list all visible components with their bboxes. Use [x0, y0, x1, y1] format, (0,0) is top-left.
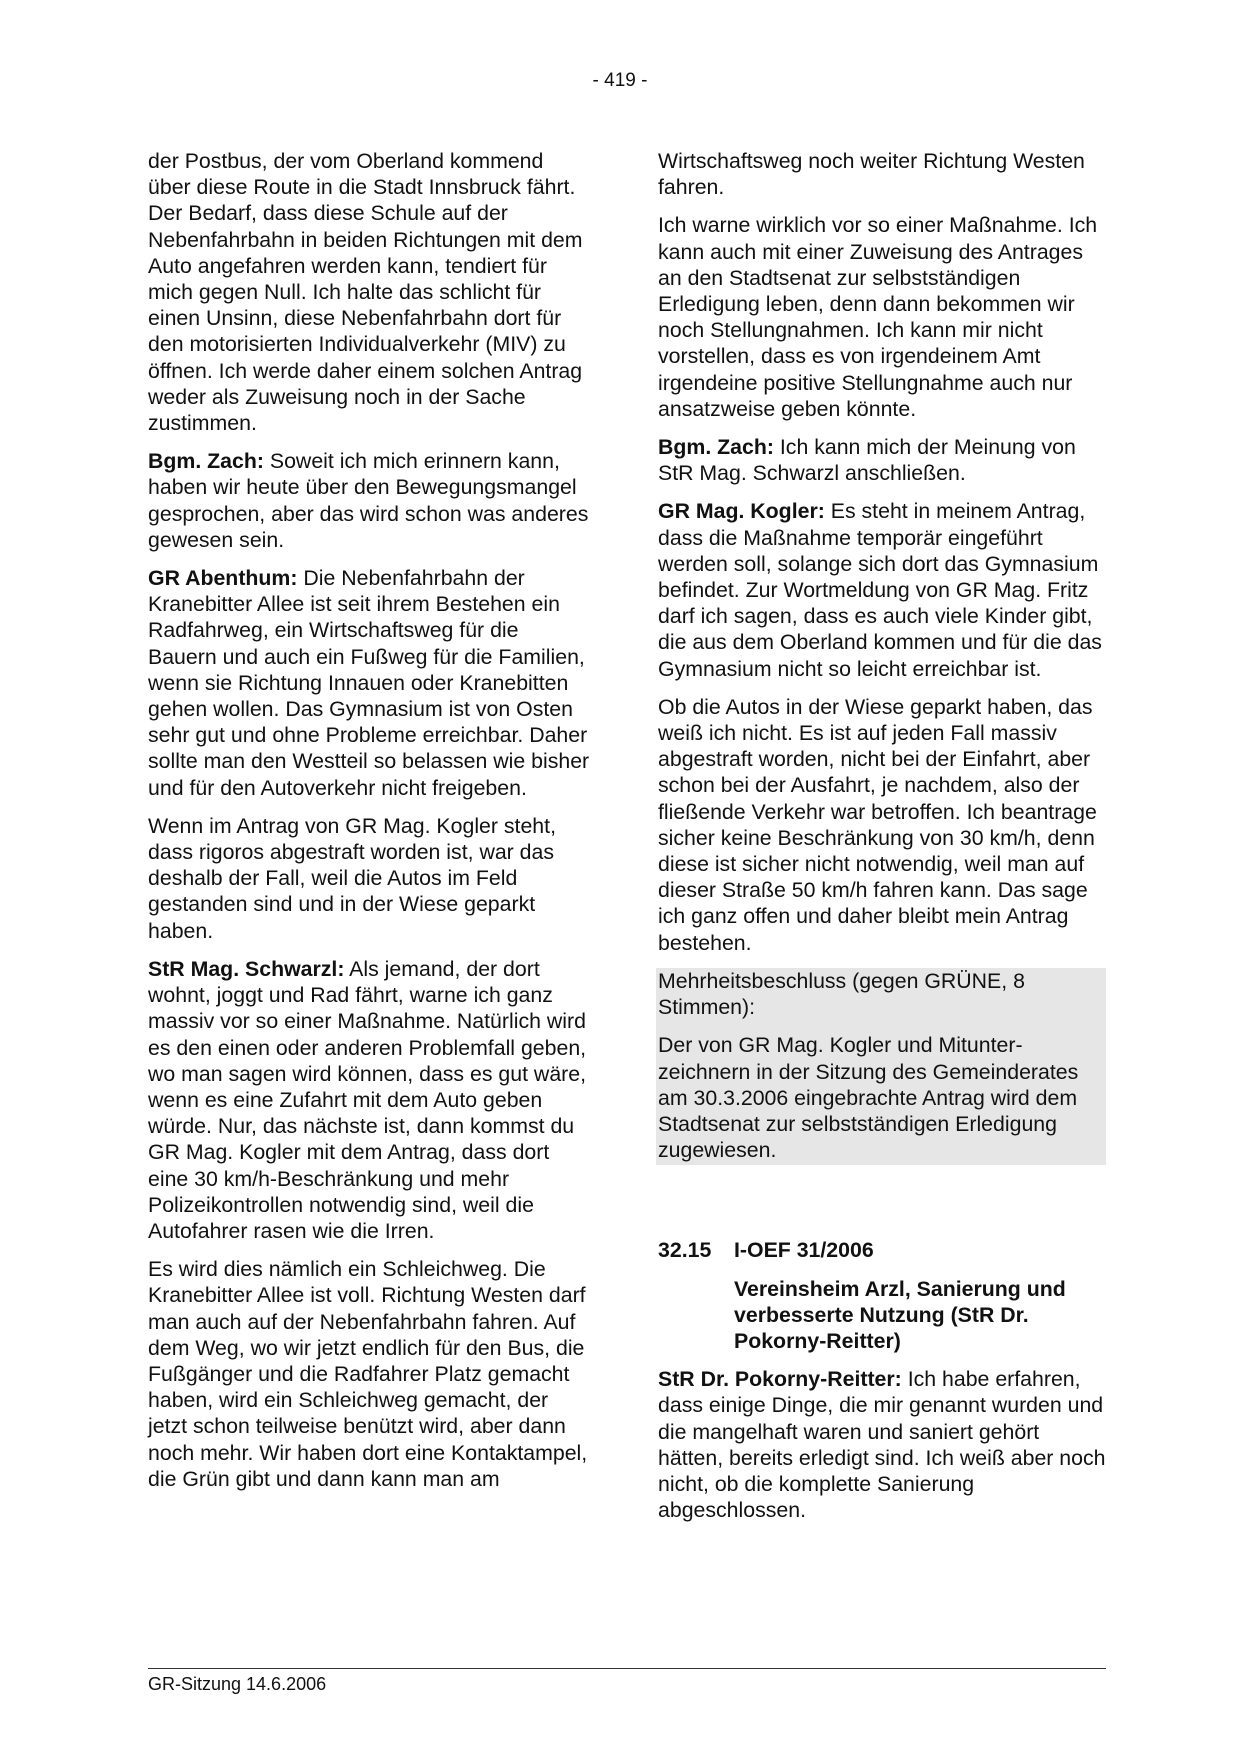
paragraph-text: Wirtschaftsweg noch weiter Richtung Westen fahren. — [658, 149, 1085, 200]
paragraph-text: Es wird dies nämlich ein Schleichweg. Die Kranebitter Allee ist voll. Richtung Westen darf man auch auf der Nebenfahrbahn fahren. Auf dem Weg, wo wir jetzt endlich für den Bus, die Fußgänger und die Radfahrer Platz gemacht haben, wird ein Schleichweg gemacht, der jetzt schon teilweise benützt wird, aber dann noch mehr. Wir haben dort eine Kontaktampel, die Grün gibt und dann kann man am — [148, 1257, 588, 1491]
resolution-vote: Mehrheitsbeschluss (gegen GRÜNE, 8 Stimmen): — [658, 968, 1025, 1020]
paragraph-text: Wenn im Antrag von GR Mag. Kogler steht, dass rigoros abgestraft worden ist, war das deshalb der Fall, weil die Autos im Feld gestanden sind und in der Wiese geparkt haben. — [148, 813, 556, 943]
speaker-label: StR Dr. Pokorny-Reitter: — [658, 1367, 902, 1392]
speaker-label: Bgm. Zach: — [148, 449, 264, 474]
paragraph — [658, 498, 1106, 681]
agenda-item-code: I-OEF 31/2006 — [734, 1238, 874, 1263]
speaker-label: GR Abenthum: — [148, 566, 298, 591]
footer-divider — [148, 1668, 1106, 1669]
paragraph-text: Soweit ich mich erinnern kann, haben wir heute über den Bewegungsmangel gesprochen, aber das wird schon was anderes gewesen sein. — [148, 449, 589, 552]
resolution-box — [656, 968, 1106, 1165]
footer-text: GR-Sitzung 14.6.2006 — [148, 1674, 327, 1694]
left-column — [148, 148, 590, 1504]
paragraph — [148, 448, 590, 553]
paragraph — [148, 813, 590, 944]
paragraph — [148, 565, 590, 801]
paragraph-text: Als jemand, der dort wohnt, joggt und Rad fährt, warne ich ganz massiv vor so einer Maßnahme. Natürlich wird es den einen oder anderen Problemfall geben, wo man sagen wird können, dass es gut wäre, wenn es eine Zufahrt mit dem Auto geben würde. Nur, das nächste ist, dann kommst du GR Mag. Kogler mit dem Antrag, dass dort eine 30 km/h-Beschränkung und mehr Polizeikontrollen notwendig sind, weil die Autofahrer rasen wie die Irren. — [148, 956, 587, 1243]
right-column — [658, 148, 1106, 1535]
resolution-text: Der von GR Mag. Kogler und Mitunterzeichnern in der Sitzung des Gemeinderates am 30.3.2006 eingebrachte Antrag wird dem Stadtsenat zur selbstständigen Erledigung zugewiesen. — [658, 1033, 1079, 1163]
paragraph-text: der Postbus, der vom Oberland kommend über diese Route in die Stadt Innsbruck fährt. Der Bedarf, dass diese Schule auf der Nebenfahrbahn in beiden Richtungen mit dem Auto angefahren werden kann, tendiert für mich gegen Null. Ich halte das schlicht für einen Unsinn, diese Nebenfahrbahn dort für den motorisierten Individualverkehr (MIV) zu öffnen. Ich werde daher einem solchen Antrag weder als Zuweisung noch in der Sache zustimmen. — [148, 149, 583, 436]
paragraph-text: Es steht in meinem Antrag, dass die Maßnahme temporär eingeführt werden soll, solange sich dort das Gymnasium befindet. Zur Wortmeldung von GR Mag. Fritz darf ich sagen, dass es auch viele Kinder gibt, die aus dem Oberland kommen und für die das Gymnasium nicht so leicht erreichbar ist. — [658, 499, 1102, 681]
speaker-label: GR Mag. Kogler: — [658, 499, 825, 524]
agenda-item-title: Vereinsheim Arzl, Sanierung und verbesserte Nutzung (StR Dr. Pokorny-Reitter) — [734, 1276, 1066, 1353]
page-number: - 419 - — [592, 70, 648, 91]
agenda-item-number: 32.15 — [658, 1238, 712, 1263]
paragraph — [658, 434, 1106, 486]
paragraph — [658, 212, 1106, 422]
paragraph-text: Ich kann mich der Meinung von StR Mag. Schwarzl anschließen. — [658, 435, 1076, 486]
paragraph-text: Ob die Autos in der Wiese geparkt haben, das weiß ich nicht. Es ist auf jeden Fall massiv abgestraft worden, nicht bei der Einfahrt, aber schon bei der Ausfahrt, je nachdem, also der fließende Verkehr war betroffen. Ich beantrage sicher keine Beschränkung von 30 km/h, denn diese ist sicher nicht notwendig, weil man auf dieser Straße 50 km/h fahren kann. Das sage ich ganz offen und daher bleibt mein Antrag bestehen. — [658, 694, 1097, 955]
agenda-item — [658, 1237, 1106, 1354]
speaker-label: StR Mag. Schwarzl: — [148, 956, 345, 981]
paragraph — [148, 148, 590, 436]
paragraph-text: Ich warne wirklich vor so einer Maßnahme. Ich kann auch mit einer Zuweisung des Antrages an den Stadtsenat zur selbstständigen Erledigung leben, denn dann bekommen wir noch Stellungnahmen. Ich kann mir nicht vorstellen, dass es von irgendeinem Amt irgendeine positive Stellungnahme auch nur ansatzweise geben könnte. — [658, 213, 1098, 421]
paragraph — [148, 1256, 590, 1492]
paragraph — [658, 694, 1106, 956]
paragraph-text: Ich habe erfahren, dass einige Dinge, die mir genannt wurden und die mangelhaft waren und saniert gehört hätten, bereits erledigt sind. Ich weiß aber noch nicht, ob die komplette Sanierung abgeschlossen. — [658, 1367, 1106, 1523]
paragraph — [658, 148, 1106, 200]
speaker-label: Bgm. Zach: — [658, 435, 774, 460]
paragraph — [658, 1366, 1106, 1523]
paragraph — [148, 956, 590, 1244]
paragraph-text: Die Nebenfahrbahn der Kranebitter Allee ist seit ihrem Bestehen ein Radfahrweg, ein Wirtschaftsweg für die Bauern und auch ein Fußweg für die Familien, wenn sie Richtung Innauen oder Kranebitten gehen wollen. Das Gymnasium ist von Osten sehr gut und ohne Probleme erreichbar. Daher sollte man den Westteil so belassen wie bisher und für den Autoverkehr nicht freigeben. — [148, 566, 590, 800]
